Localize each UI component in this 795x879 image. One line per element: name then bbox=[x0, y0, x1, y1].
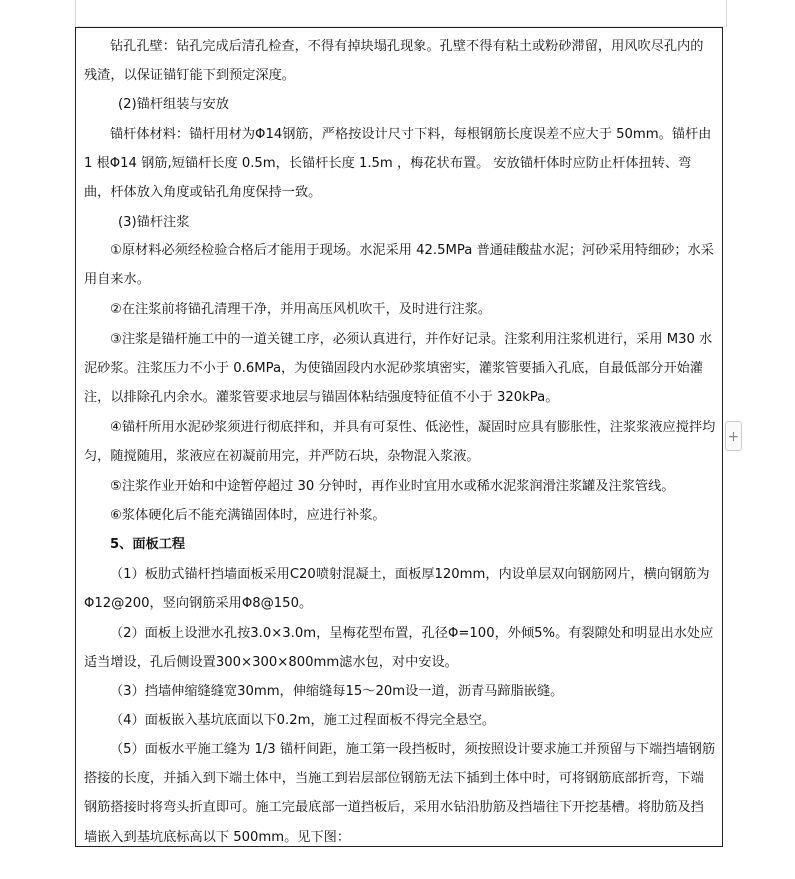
paragraph-grout-item-4: ④锚杆所用水泥砂浆须进行彻底拌和，并具有可泵性、低泌性，凝固时应具有膨胀性，注浆浆液应搅拌均匀，随搅随用，浆液应在初凝前用完，并严防石块，杂物混入浆液。 bbox=[84, 420, 716, 465]
paragraph-grout-item-1: ①原材料必须经检验合格后才能用于现场。水泥采用 42.5MPa 普通硅酸盐水泥；河砂采用特细砂；水采用自来水。 bbox=[84, 243, 714, 288]
expand-plus-icon[interactable]: + bbox=[725, 421, 742, 451]
paragraph-drill-wall: 钻孔孔壁：钻孔完成后清孔检查，不得有掉块塌孔现象。孔壁不得有粘土或粉砂滞留，用风吹尽孔内的残渣，以保证锚钉能下到预定深度。 bbox=[84, 39, 704, 84]
paragraph-panel-item-1: （1）板肋式锚杆挡墙面板采用C20喷射混凝土，面板厚120mm，内设单层双向钢筋网片，横向钢筋为Φ12@200，竖向钢筋采用Φ8@150。 bbox=[84, 567, 710, 612]
paragraph-grout-item-5: ⑤注浆作业开始和中途暂停超过 30 分钟时，再作业时宜用水或稀水泥浆润滑注浆罐及注浆管线。 bbox=[110, 479, 675, 494]
paragraph-panel-item-3: （3）挡墙伸缩缝缝宽30mm，伸缩缝每15～20m设一道，沥青马蹄脂嵌缝。 bbox=[110, 684, 564, 699]
paragraph-grout-item-3: ③注浆是锚杆施工中的一道关键工序，必须认真进行，并作好记录。注浆利用注浆机进行，采用 M30 水泥砂浆。注浆压力不小于 0.6MPa，为使锚固段内水泥砂浆填密实，灌浆管要插入孔底，自最低部分开始灌注，以排除孔内余水。灌浆管要求地层与锚固体粘结强度特征值不小于 320kPa。 bbox=[84, 332, 713, 406]
page-top-margin bbox=[75, 0, 727, 27]
paragraph-grout-item-6: ⑥浆体硬化后不能充满锚固体时，应进行补浆。 bbox=[110, 508, 386, 523]
paragraph-grout-item-2: ②在注浆前将锚孔清理干净，并用高压风机吹干，及时进行注浆。 bbox=[110, 302, 492, 317]
section-heading-panel-works: 5、面板工程 bbox=[110, 537, 186, 552]
paragraph-panel-item-4: （4）面板嵌入基坑底面以下0.2m，施工过程面板不得完全悬空。 bbox=[110, 713, 496, 728]
paragraph-panel-item-5: （5）面板水平施工缝为 1/3 锚杆间距，施工第一段挡板时，须按照设计要求施工并预留与下端挡墙钢筋搭接的长度，并插入到下端土体中，当施工到岩层部位钢筋无法下插到土体中时，可将钢筋底部折弯，下端钢筋搭接时将弯头折直即可。施工完最底部一道挡板后，采用水钻沿肋筋及挡墙往下开挖基槽。将肋筋及挡墙嵌入到基坑底标高以下 500mm。见下图： bbox=[84, 742, 716, 845]
document-table-cell bbox=[75, 27, 723, 847]
paragraph-panel-item-2: （2）面板上设泄水孔按3.0×3.0m，呈梅花型布置，孔径Φ=100，外倾5%。有裂隙处和明显出水处应适当增设，孔后侧设置300×300×800mm滤水包，对中安设。 bbox=[84, 626, 714, 671]
subheading-anchor-assembly: (2)锚杆组装与安放 bbox=[118, 97, 229, 112]
subheading-anchor-grouting: (3)锚杆注浆 bbox=[118, 215, 190, 230]
paragraph-anchor-material: 锚杆体材料：锚杆用材为Φ14钢筋，严格按设计尺寸下料，每根钢筋长度误差不应大于 50mm。锚杆由 1 根Φ14 钢筋,短锚杆长度 0.5m，长锚杆长度 1.5m ，梅花状布置。 安放锚杆体时应防止杆体扭转、弯曲，杆体放入角度或钻孔角度保持一致。 bbox=[84, 127, 712, 201]
